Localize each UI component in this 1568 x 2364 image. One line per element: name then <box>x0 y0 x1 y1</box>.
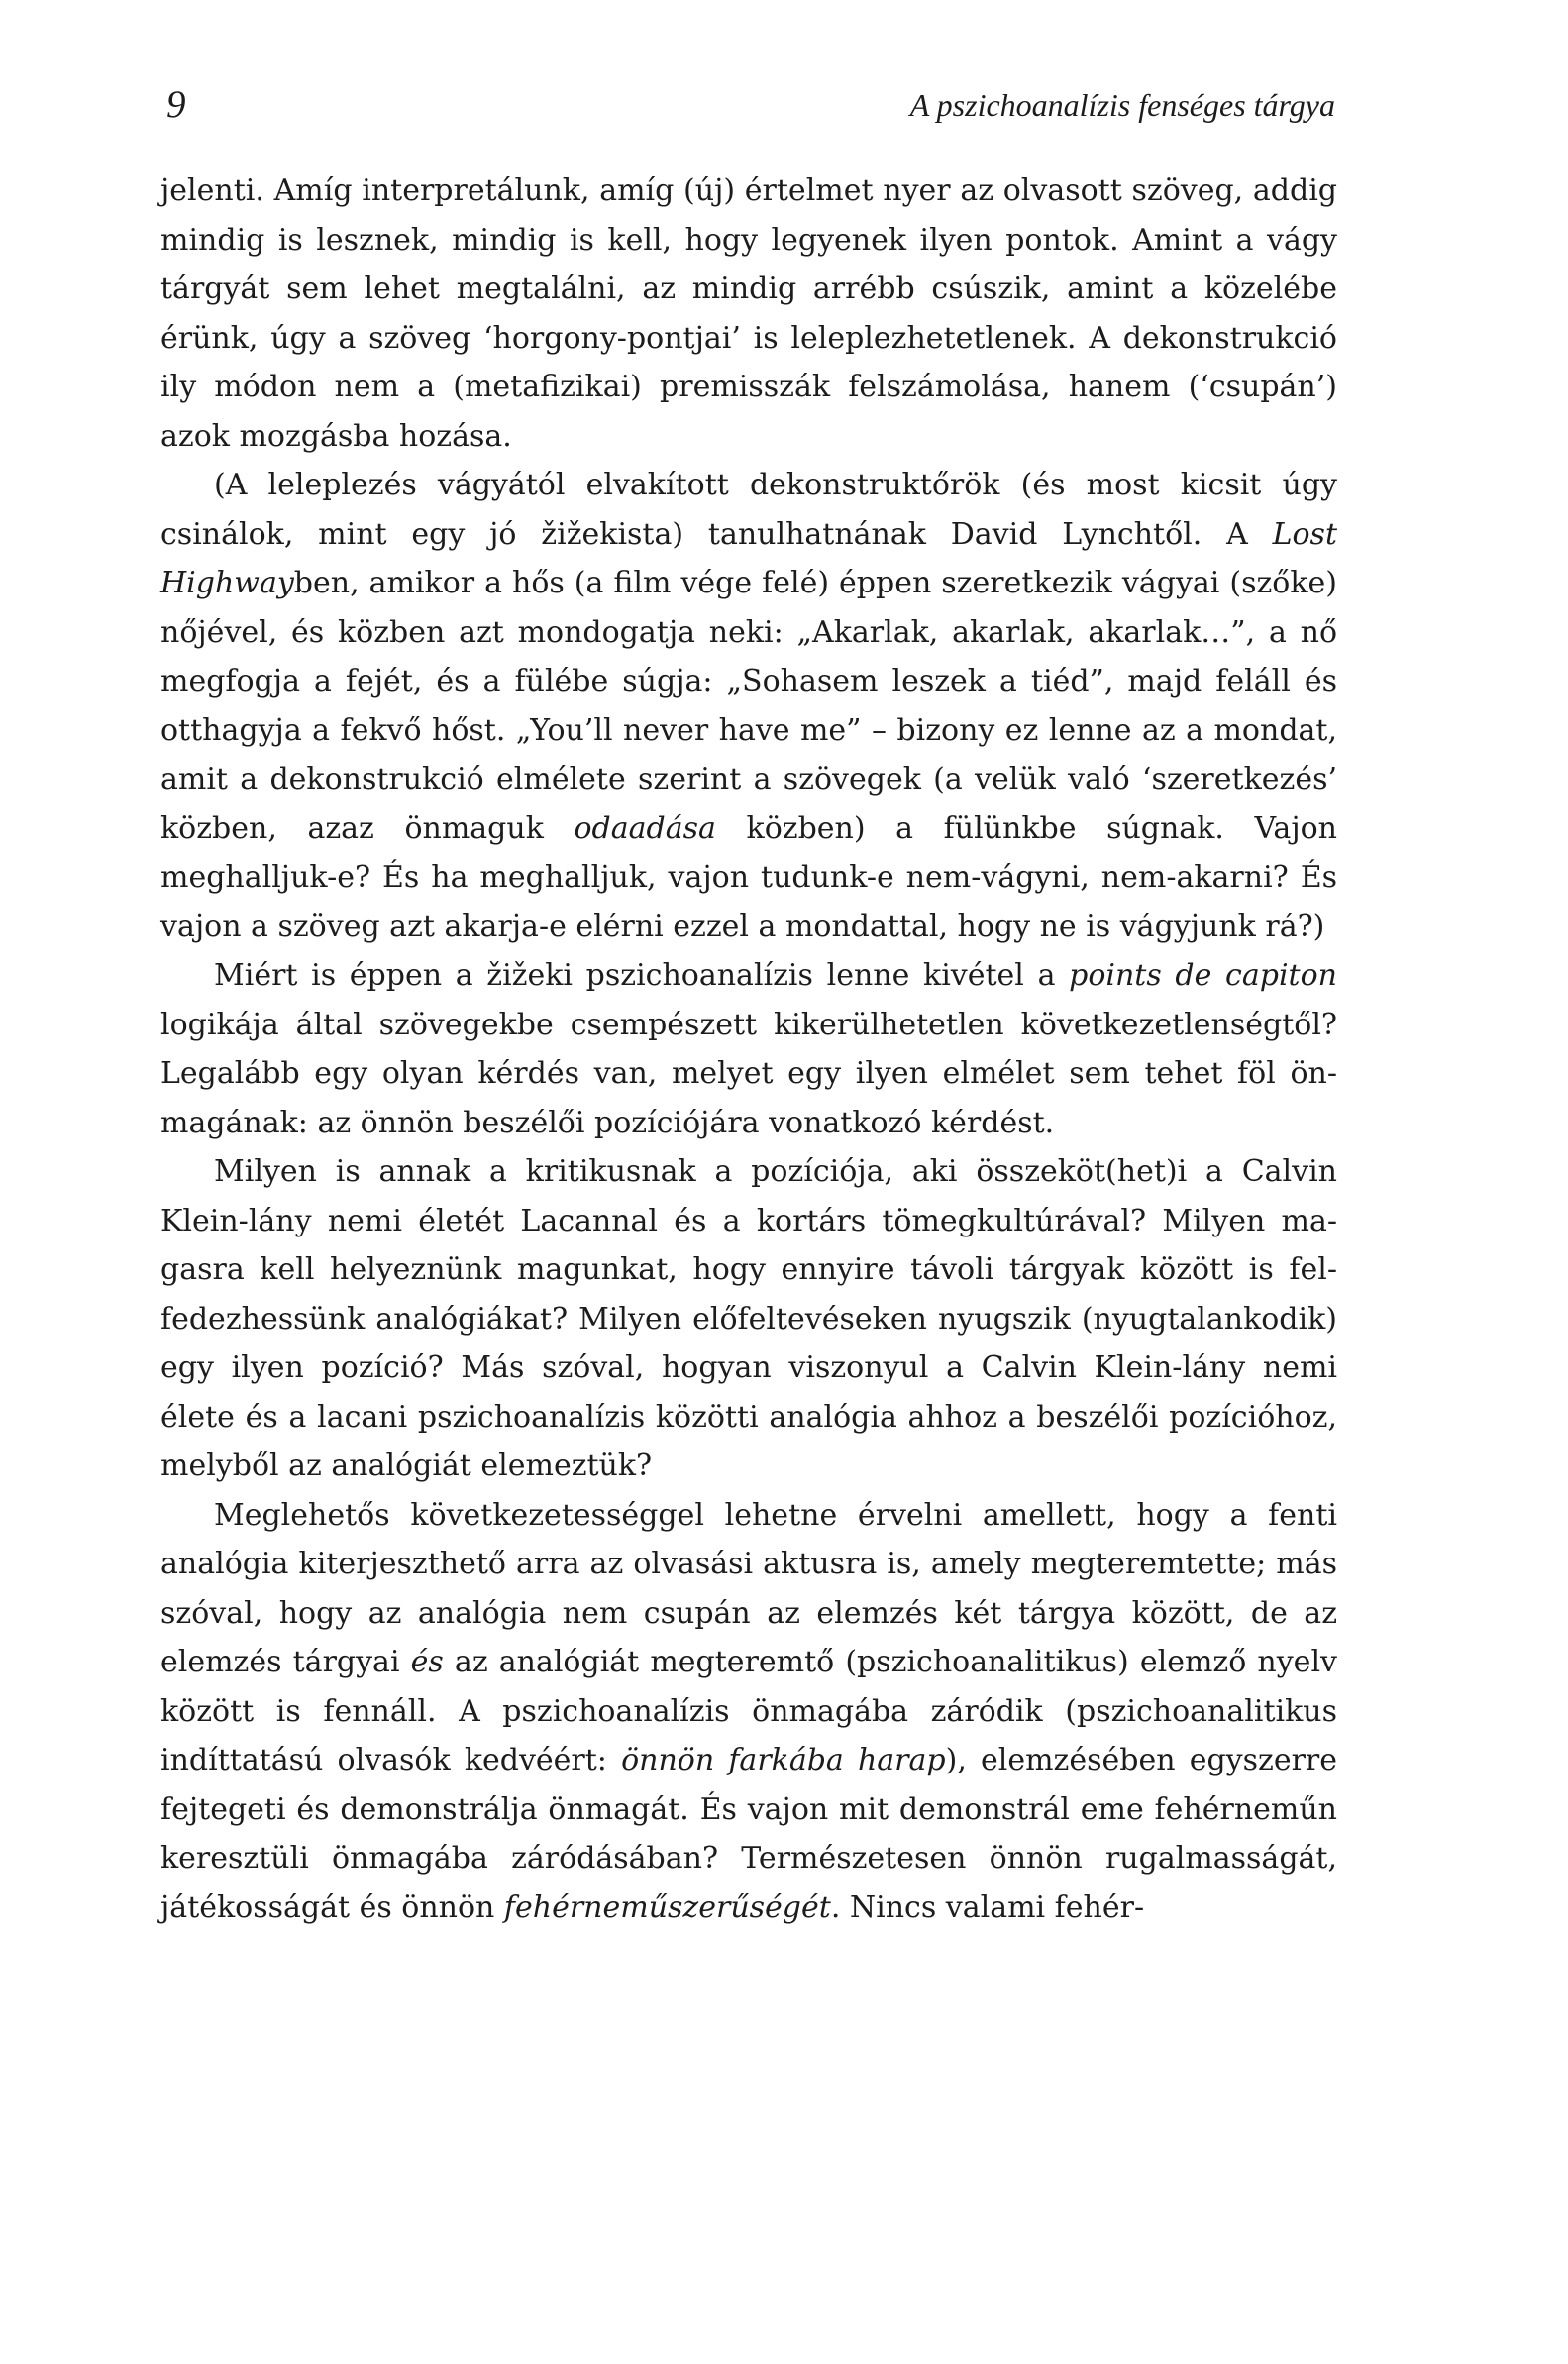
text-run: . Nincs valami fehér- <box>830 1889 1145 1925</box>
text-run: Milyen is annak a kritikusnak a pozíciója, aki összeköt(het)i a Calvin Klein-lány nemi életét Lacannal és a kortárs tömegkultúrával? Milyen magasra kell helyeznünk magunkat, hogy ennyire távoli tárgyak között is felfedezhessünk analógiákat? Milyen előfeltevéseken nyugszik (nyugtalankodik) egy ilyen pozíció? Más szóval, hogyan viszonyul a Calvin Klein-lány nemi élete és a lacani pszichoanalízis közötti analógia ahhoz a beszélői pozícióhoz, melyből az analógiát elemeztük? <box>160 1154 1337 1483</box>
emphasis: fehérneműszerűségét <box>503 1889 831 1925</box>
emphasis: points de capiton <box>1069 958 1337 993</box>
text-run: (A leleplezés vágyától elvakított dekonstruktőrök (és most kicsit úgy csinálok, mint egy jó žižekista) tanulhatnának David Lynchtől. A <box>160 468 1337 552</box>
text-run: Miért is éppen a žižeki pszichoanalízis lenne kivétel a <box>214 958 1070 993</box>
running-title: A pszichoanalízis fenséges tárgya <box>909 87 1335 123</box>
page-number: 9 <box>166 83 186 126</box>
text-run: Meglehetős következetességgel lehetne érvelni amellett, hogy a fenti analógia kiterjeszthető arra az olvasási aktusra is, amely megteremtette; más szóval, hogy az analógia nem csupán az elemzés két tárgya között, de az elemzés tárgyai <box>160 1497 1337 1679</box>
text-run: közben) a fülünkbe súgnak. Vajon meghalljuk-e? És ha meghalljuk, vajon tudunk-e nem-vágyni, nem-akarni? És vajon a szöveg azt akarja-e elérni ezzel a mondattal, hogy ne is vágyjunk rá?) <box>160 810 1338 944</box>
page-header <box>166 77 1335 133</box>
paragraph <box>160 1147 1337 1491</box>
emphasis: odaadása <box>574 810 716 846</box>
paragraph <box>160 1491 1337 1933</box>
text-run: jelenti. Amíg interpretálunk, amíg (új) értelmet nyer az olvasott szöveg, addig mindig is lesznek, mindig is kell, hogy legyenek ilyen pontok. Amint a vágy tárgyát sem lehet megtalálni, az mindig arrébb csúszik, amint a közelébe érünk, úgy a szöveg ‘horgony-pontjai’ is leleplezhetetlenek. A dekonstrukció ily módon nem a (metafizikai) premisszák felszámolása, hanem (‘csupán’) azok mozgásba hozása. <box>160 173 1337 454</box>
paragraph <box>160 166 1337 461</box>
text-run: az analógiát megteremtő (pszichoanalitikus) elemző nyelv között is fennáll. A pszichoanalízis önmagába záródik (pszichoanalitikus indíttatású olvasók kedvéért: <box>160 1645 1337 1777</box>
body-text <box>160 166 1337 1932</box>
emphasis: és <box>410 1645 444 1679</box>
text-run: logikája által szövegekbe csempészett kikerülhetetlen következetlenségtől? Legalább egy olyan kérdés van, melyet egy ilyen elmélet sem tehet föl önmagának: az önnön beszélői pozíciójára vonatkozó kérdést. <box>160 1007 1337 1140</box>
text-run: ), elemzésében egyszerre fejtegeti és demonstrálja önmagát. És vajon mit demonstrál eme fehérneműn keresztüli önmagába záródásában? Természetesen önnön rugalmasságát, játékosságát és önnön <box>160 1743 1338 1925</box>
paragraph <box>160 951 1337 1147</box>
emphasis: önnön farkába harap <box>621 1743 946 1777</box>
text-run: ben, amikor a hős (a film vége felé) éppen szeretkezik vágyai (szőke) nőjével, és közben azt mondogatja neki: „Akarlak, akarlak, akarlak…”, a nő megfogja a fejét, és a fülébe súgja: „Sohasem leszek a tiéd”, majd feláll és otthagyja a fekvő hőst. „You’ll never have me” – bizony ez lenne az a mondat, amit a dekonstrukció elmélete szerint a szövegek (a velük való ‘szeretkezés’ közben, azaz önmaguk <box>160 566 1337 846</box>
film-title: Lost Highway <box>160 516 1337 600</box>
paragraph <box>160 461 1337 951</box>
